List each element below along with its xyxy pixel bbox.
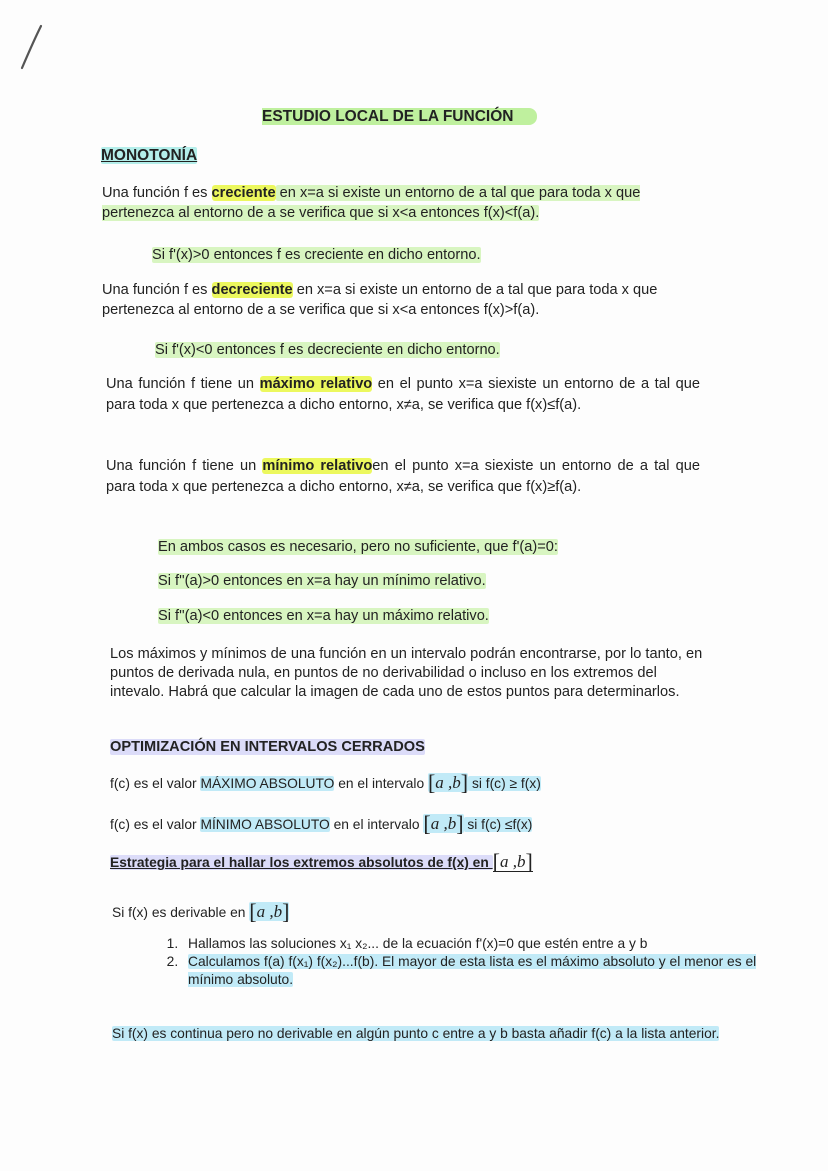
section-heading-monotonia: [101, 146, 197, 166]
paragraph-minimo-relativo: [106, 456, 700, 497]
text: Una función f es: [102, 282, 212, 298]
interval-b: b: [452, 773, 461, 792]
term-maximo-relativo: máximo relativo: [259, 376, 373, 392]
paragraph-decreciente: [102, 280, 702, 320]
interval-a-b: [492, 849, 533, 874]
interval-a-b: [249, 899, 290, 924]
interval-sep: ,: [443, 773, 453, 792]
bracket-open: [: [249, 899, 257, 924]
condition-text: Si f''(a)<0 entonces en x=a hay un máximo relativo.: [158, 608, 489, 624]
paragraph-creciente: [102, 183, 712, 223]
section-heading-optimizacion: [110, 737, 425, 757]
text: Una función f es: [102, 185, 212, 201]
interval-a: a: [256, 902, 266, 921]
term-minimo-relativo: mínimo relativo: [262, 458, 373, 474]
condition-text: En ambos casos es necesario, pero no suficiente, que f'(a)=0:: [158, 539, 558, 555]
term-maximo-absoluto: MÁXIMO ABSOLUTO: [200, 776, 335, 791]
text: en el punto x=a siexiste un entorno de a tal que para toda x que pertenezca a dicho entorno, x≠a, se verifica que f(x)≥f(a).: [106, 458, 700, 495]
section-heading-text: OPTIMIZACIÓN EN INTERVALOS CERRADOS: [110, 739, 425, 755]
bracket-close: ]: [460, 770, 469, 795]
rule-creciente: [152, 245, 481, 265]
condition-maximo: [158, 606, 489, 626]
definition-minimo-absoluto: [110, 811, 533, 836]
definition-maximo-absoluto: [110, 770, 541, 795]
text: Una función f tiene un: [106, 376, 260, 392]
condition-necessary: [158, 537, 558, 557]
term-decreciente: decreciente: [211, 282, 293, 298]
text: Los máximos y mínimos de una función en un intervalo podrán encontrarse, por lo tanto, en puntos de derivada nula, en puntos de no derivabilidad o incluso en los extremos del intevalo. Habrá que calcular la imagen de cada uno de estos puntos para determinarlos.: [110, 646, 703, 700]
bracket-close: ]: [456, 811, 464, 836]
step-item: [182, 935, 760, 953]
bracket-open: [: [492, 849, 500, 874]
rule-text: Si f'(x)>0 entonces f es creciente en dicho entorno.: [152, 247, 481, 263]
interval-a-b: [427, 770, 469, 795]
rule-decreciente: [155, 340, 500, 360]
text: Una función f tiene un: [106, 458, 263, 474]
page-title: [262, 107, 537, 127]
paragraph-extremos: [110, 645, 705, 702]
continua-note: [112, 1024, 762, 1043]
text: en el intervalo: [334, 776, 428, 791]
interval-sep: ,: [508, 852, 517, 871]
condition-text: si f(c) ≥ f(x): [468, 776, 541, 791]
bracket-close: ]: [525, 849, 533, 874]
strategy-heading: [110, 849, 533, 874]
step-text: Calculamos f(a) f(x₁) f(x₂)...f(b). El mayor de esta lista es el máximo absoluto y el menor es el mínimo absoluto.: [188, 954, 757, 987]
step-item: [182, 953, 760, 989]
text: Si f(x) es derivable en: [112, 905, 250, 920]
interval-b: b: [447, 814, 457, 833]
interval-b: b: [273, 902, 283, 921]
derivable-intro: [112, 899, 290, 924]
text: Si f(x) es continua pero no derivable en algún punto c entre a y b basta añadir f(c) a la lista anterior.: [112, 1026, 720, 1041]
rule-text: Si f'(x)<0 entonces f es decreciente en dicho entorno.: [155, 342, 500, 358]
interval-a-b: [423, 811, 464, 836]
interval-sep: ,: [439, 814, 448, 833]
bracket-open: [: [423, 811, 431, 836]
interval-a: a: [499, 852, 509, 871]
strategy-heading-text: Estrategia para el hallar los extremos absolutos de f(x) en: [110, 855, 493, 870]
interval-a: a: [435, 773, 444, 792]
interval-a: a: [430, 814, 440, 833]
text: en x=a si existe un entorno de a tal que para toda x que pertenezca al entorno de a se verifica que si x<a entonces f(x)>f(a).: [102, 282, 658, 318]
condition-text: Si f''(a)>0 entonces en x=a hay un mínimo relativo.: [158, 573, 486, 589]
term-creciente: creciente: [211, 185, 276, 201]
condition-minimo: [158, 571, 486, 591]
section-heading-text: MONOTONÍA: [101, 147, 198, 164]
bracket-open: [: [427, 770, 436, 795]
text: en x=a si existe un entorno de a tal que para toda x que pertenezca al entorno de a se verifica que si x<a entonces f(x)<f(a).: [102, 185, 641, 221]
text: f(c) es el valor: [110, 817, 201, 832]
term-minimo-absoluto: MÍNIMO ABSOLUTO: [200, 817, 330, 832]
condition-text: si f(c) ≤f(x): [463, 817, 533, 832]
text: en el punto x=a siexiste un entorno de a tal que para toda x que pertenezca a dicho entorno, x≠a, se verifica que f(x)≤f(a).: [106, 376, 700, 413]
interval-sep: ,: [265, 902, 274, 921]
pen-stroke-mark-icon: [14, 22, 46, 74]
paragraph-maximo-relativo: [106, 374, 700, 415]
title-text: ESTUDIO LOCAL DE LA FUNCIÓN: [262, 108, 537, 125]
steps-list: [160, 935, 760, 989]
bracket-close: ]: [282, 899, 290, 924]
step-text: Hallamos las soluciones x₁ x₂... de la ecuación f'(x)=0 que estén entre a y b: [188, 936, 648, 951]
text: en el intervalo: [329, 817, 424, 832]
text: f(c) es el valor: [110, 776, 201, 791]
interval-b: b: [516, 852, 526, 871]
